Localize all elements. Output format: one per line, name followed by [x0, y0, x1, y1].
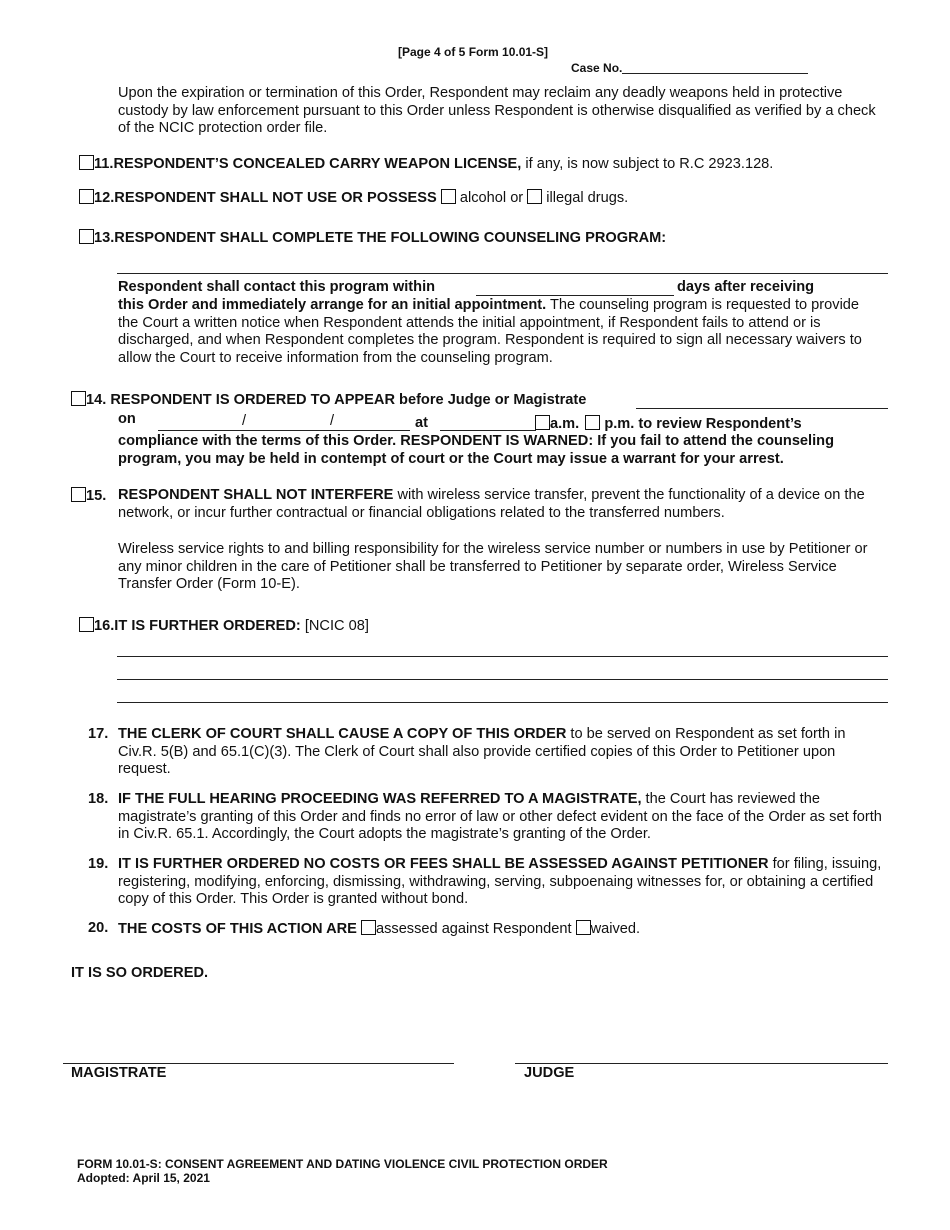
item-17-heading: THE CLERK OF COURT SHALL CAUSE A COPY OF THIS ORDER — [118, 726, 567, 742]
item-11-number: 11. — [94, 156, 114, 172]
item-20-number: 20. — [88, 920, 109, 936]
item-19-text: for filing, issuing, registering, modifying, enforcing, dismissing, withdrawing, serving, subpoenaing witnesses for, or obtaining a certified copy of this Order. This Order is granted without bond. — [118, 856, 882, 907]
time-field[interactable] — [440, 430, 536, 431]
item-16 — [79, 617, 899, 634]
item-12-checkbox[interactable] — [79, 189, 94, 204]
page-label: [Page 4 of 5 Form 10.01-S] — [398, 45, 549, 59]
item-17-text: to be served on Respondent as set forth in Civ.R. 5(B) and 65.1(C)(3). The Clerk of Court shall also provide certified copies of this Order to Petitioner upon request. — [118, 726, 846, 777]
item-18-heading: IF THE FULL HEARING PROCEEDING WAS REFERRED TO A MAGISTRATE, — [118, 791, 642, 807]
item-19-number: 19. — [88, 856, 109, 872]
item-11-checkbox[interactable] — [79, 155, 94, 170]
item-15-paragraph — [118, 487, 883, 522]
item-17-number: 17. — [88, 726, 109, 742]
item-13 — [79, 229, 899, 246]
days-after-label: days after receiving — [677, 279, 815, 295]
days-field[interactable] — [476, 295, 674, 296]
am-label: a.m. — [550, 416, 580, 432]
item-11 — [79, 155, 899, 172]
intro-paragraph: Upon the expiration or termination of this Order, Respondent may reclaim any deadly weapons held in protective custody by law enforcement pursuant to this Order unless Respondent is otherwise disqualified as verified by a check of the NCIC protection order file. — [118, 85, 876, 136]
counseling-program-line[interactable] — [117, 273, 888, 274]
judge-magistrate-field[interactable] — [636, 408, 888, 409]
item-11-heading: RESPONDENT’S CONCEALED CARRY WEAPON LICENSE, — [113, 156, 522, 172]
assessed-respondent-checkbox[interactable] — [361, 920, 376, 935]
item-15-text: with wireless service transfer, prevent the functionality of a device on the network, or incur further contractual or financial obligations related to the transferred numbers. — [118, 487, 865, 521]
case-no-field[interactable] — [622, 59, 808, 74]
item-14-heading: RESPONDENT IS ORDERED TO APPEAR before Judge or Magistrate — [110, 392, 587, 408]
item-15-number: 15. — [86, 488, 107, 504]
magistrate-label: MAGISTRATE — [71, 1065, 167, 1081]
item-16-text: [NCIC 08] — [300, 618, 369, 634]
item-20-heading: THE COSTS OF THIS ACTION ARE — [118, 921, 357, 937]
counseling-text: The counseling program is requested to provide the Court a written notice when Respondent attends the initial appointment, if Respondent fails to attend or is discharged, and when Respondent completes the program. Respondent is required to sign all necessary waivers to allow the Court to receive information from the counseling program. — [118, 297, 862, 366]
at-label: at — [415, 415, 428, 431]
item-16-number: 16. — [94, 618, 115, 634]
illegal-drugs-label: illegal drugs. — [546, 190, 629, 206]
item-16-checkbox[interactable] — [79, 617, 94, 632]
contact-within-label: Respondent shall contact this program within — [118, 279, 436, 295]
item-18-text: the Court has reviewed the magistrate’s granting of this Order and finds no error of law or other defect evident on the face of the Order as set forth in Civ.R. 65.1. Accordingly, the Court adopts the magistrate’s granting of the Order. — [118, 791, 882, 842]
item-14-checkbox[interactable] — [71, 391, 86, 406]
pm-checkbox[interactable] — [585, 415, 600, 430]
item-16-heading: IT IS FURTHER ORDERED: — [114, 618, 301, 634]
further-ordered-line-2[interactable] — [117, 679, 888, 680]
item-19-paragraph — [118, 856, 883, 909]
item-15-heading: RESPONDENT SHALL NOT INTERFERE — [118, 487, 394, 503]
footer — [77, 1157, 608, 1185]
case-number — [571, 59, 808, 75]
item-13-number: 13. — [94, 230, 115, 246]
item-18-number: 18. — [88, 791, 109, 807]
footer-adopted: Adopted: April 15, 2021 — [77, 1171, 210, 1185]
so-ordered: IT IS SO ORDERED. — [71, 965, 209, 981]
alcohol-label: alcohol or — [459, 190, 524, 206]
item-12-heading: RESPONDENT SHALL NOT USE OR POSSESS — [114, 190, 437, 206]
item-15-checkbox[interactable] — [71, 487, 86, 502]
item-17-paragraph — [118, 726, 883, 779]
judge-label: JUDGE — [524, 1065, 575, 1081]
date-slash-1: / — [242, 413, 247, 429]
magistrate-signature-line[interactable] — [63, 1063, 454, 1064]
item-15-marker — [71, 487, 106, 504]
on-label: on — [118, 411, 136, 427]
item-19-heading: IT IS FURTHER ORDERED NO COSTS OR FEES SHALL BE ASSESSED AGAINST PETITIONER — [118, 856, 769, 872]
wireless-transfer-paragraph: Wireless service rights to and billing responsibility for the wireless service number or numbers in use by Petitioner or any minor children in the care of Petitioner shall be transferred to Petitioner by separate order, Wireless Service Transfer Order (Form 10-E). — [118, 541, 868, 592]
date-field[interactable] — [158, 430, 410, 431]
footer-form-title: FORM 10.01-S: CONSENT AGREEMENT AND DATING VIOLENCE CIVIL PROTECTION ORDER — [77, 1157, 608, 1171]
alcohol-checkbox[interactable] — [441, 189, 456, 204]
date-slash-2: / — [330, 413, 335, 429]
item-14-warning: compliance with the terms of this Order. RESPONDENT IS WARNED: If you fail to attend the counseling program, you may be held in contempt of court or the Court may issue a warrant for your arrest. — [118, 433, 834, 467]
time-options — [535, 415, 802, 432]
case-no-label: Case No. — [571, 61, 623, 75]
am-checkbox[interactable] — [535, 415, 550, 430]
item-12-number: 12. — [94, 190, 115, 206]
further-ordered-line-3[interactable] — [117, 702, 888, 703]
counseling-bold-text: this Order and immediately arrange for an initial appointment. — [118, 297, 547, 313]
waived-checkbox[interactable] — [576, 920, 591, 935]
item-20 — [118, 920, 888, 937]
item-14-number: 14. — [86, 392, 107, 408]
judge-signature-line[interactable] — [515, 1063, 888, 1064]
item-11-text: if any, is now subject to R.C 2923.128. — [521, 156, 774, 172]
pm-label: p.m. to review Respondent’s — [604, 416, 802, 432]
item-13-checkbox[interactable] — [79, 229, 94, 244]
item-18-paragraph — [118, 791, 883, 844]
counseling-paragraph — [118, 297, 878, 367]
item-14 — [71, 391, 891, 408]
item-13-heading: RESPONDENT SHALL COMPLETE THE FOLLOWING COUNSELING PROGRAM: — [114, 230, 667, 246]
item-12 — [79, 189, 899, 206]
assessed-respondent-label: assessed against Respondent — [375, 921, 572, 937]
waived-label: waived. — [590, 921, 641, 937]
further-ordered-line-1[interactable] — [117, 656, 888, 657]
illegal-drugs-checkbox[interactable] — [527, 189, 542, 204]
